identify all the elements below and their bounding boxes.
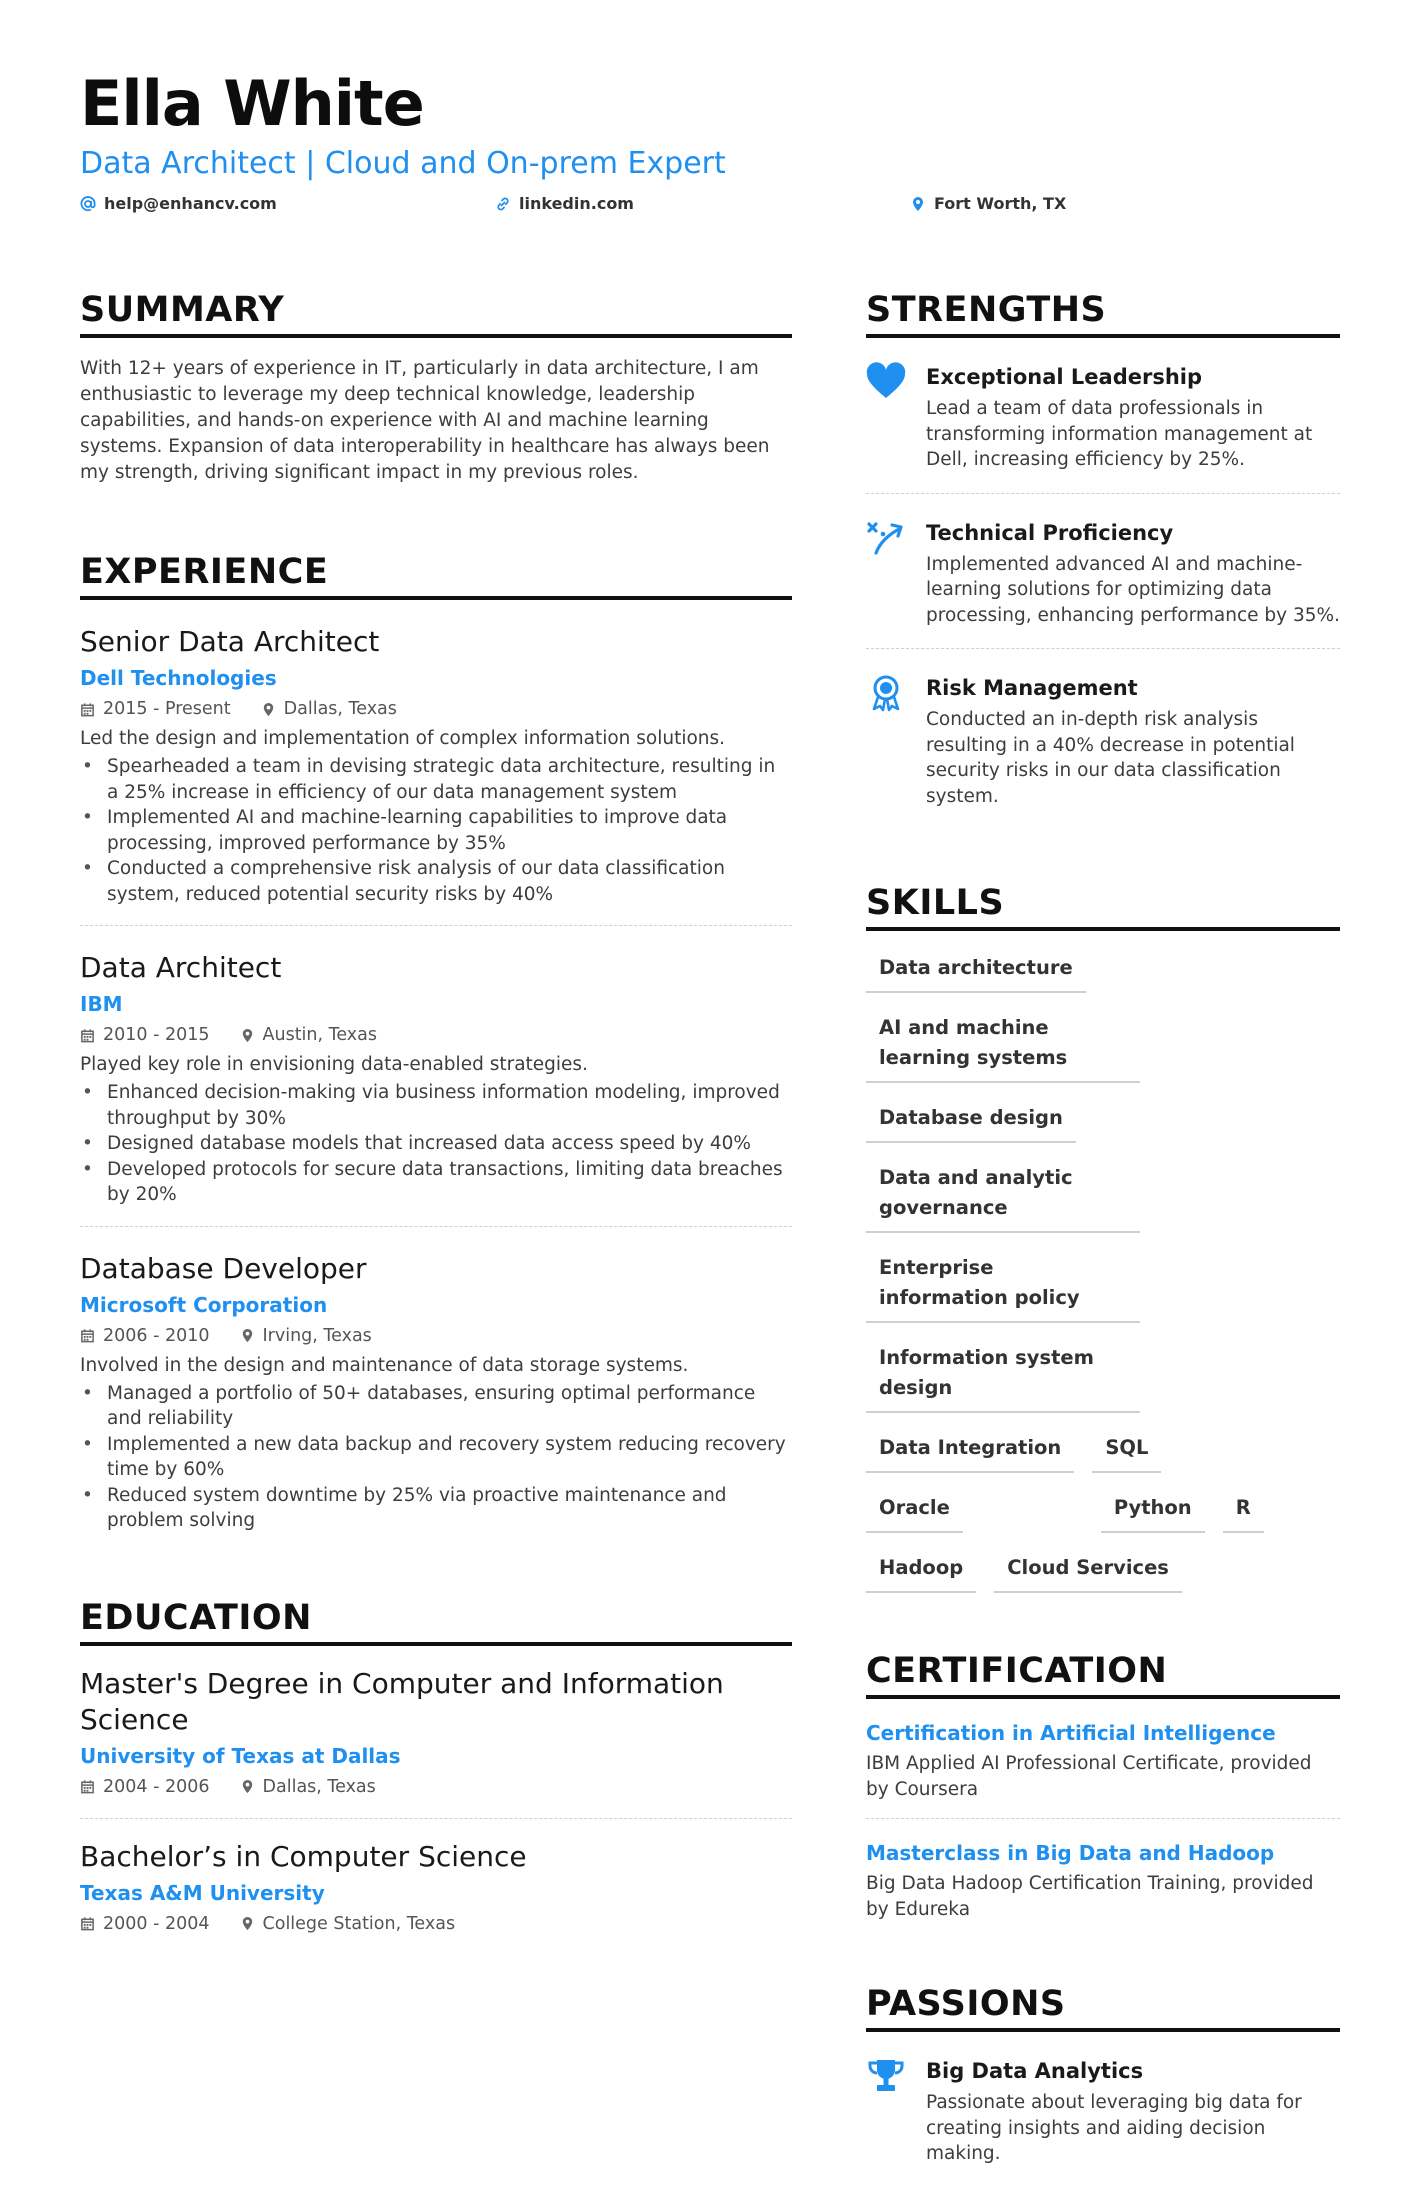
skill-tag: Cloud Services [994, 1549, 1182, 1593]
bullet-item: • Developed protocols for secure data transactions, limiting data breaches by 20% [80, 1157, 792, 1208]
education-heading: EDUCATION [80, 1596, 792, 1646]
left-column [80, 288, 792, 1955]
strengths-heading: STRENGTHS [866, 288, 1340, 338]
header [80, 66, 1340, 220]
job-entry [80, 926, 792, 1227]
degree-title: Master's Degree in Computer and Information Science [80, 1666, 724, 1736]
skill-tag: Hadoop [866, 1549, 976, 1593]
job-bullets [80, 754, 792, 907]
job-dates: 2015 - Present [103, 699, 231, 719]
summary-text: With 12+ years of experience in IT, particularly in data architecture, I am enthusiastic to leverage my deep technical knowledge, leadership capabilities, and hands-on experience with AI and machine learning systems. Expansion of data interoperability in healthcare has always been my strength, driving significant impact in my previous roles. [80, 358, 770, 483]
contact-linkedin[interactable] [495, 194, 634, 213]
skill-tag: Data and analytic governance [866, 1159, 1140, 1233]
skill-tag: AI and machine learning systems [866, 1009, 1140, 1083]
job-dates: 2006 - 2010 [103, 1325, 210, 1346]
skill-tag: Data Integration [866, 1429, 1074, 1473]
job-meta [80, 1022, 792, 1048]
strength-title: Risk Management [926, 676, 1138, 700]
job-location: Dallas, Texas [283, 699, 397, 719]
education-location: College Station, Texas [262, 1913, 456, 1934]
job-meta [80, 1323, 792, 1349]
location-pin-icon [240, 1328, 255, 1343]
right-column [866, 288, 1340, 2187]
bullet-item: • Enhanced decision-making via business information modeling, improved throughput by 30% [80, 1080, 792, 1131]
education-meta [80, 1911, 792, 1937]
experience-heading: EXPERIENCE [80, 550, 792, 600]
location-pin-icon [240, 1916, 255, 1931]
passions-heading: PASSIONS [866, 1982, 1340, 2032]
award-icon [866, 675, 906, 711]
location-pin-icon [261, 702, 276, 717]
calendar-icon [80, 702, 95, 717]
location-pin-icon [240, 1779, 255, 1794]
job-location: Austin, Texas [262, 1025, 378, 1045]
education-entry [80, 1646, 792, 1819]
job-title: Senior Data Architect [80, 625, 380, 658]
strength-description: Lead a team of data professionals in transforming information management at Dell, increasing efficiency by 25%. [926, 398, 1313, 470]
bullet-item: • Reduced system downtime by 25% via proactive maintenance and problem solving [80, 1483, 792, 1534]
location-pin-icon [240, 1028, 255, 1043]
experience-section [80, 550, 792, 1552]
calendar-icon [80, 1328, 95, 1343]
certification-heading: CERTIFICATION [866, 1649, 1340, 1699]
certification-item [866, 1699, 1340, 1819]
bullet-item: • Implemented AI and machine-learning capabilities to improve data processing, improved performance by 35% [80, 805, 792, 856]
certification-section [866, 1649, 1340, 1938]
summary-heading: SUMMARY [80, 288, 792, 338]
school-name: University of Texas at Dallas [80, 1743, 401, 1768]
skill-tag: Data architecture [866, 949, 1086, 993]
education-dates: 2000 - 2004 [103, 1913, 210, 1934]
skill-tag: Oracle [866, 1489, 963, 1533]
job-description: Played key role in envisioning data-enabled strategies. [80, 1054, 588, 1075]
job-company: IBM [80, 992, 123, 1016]
contact-location-text: Fort Worth, TX [934, 194, 1067, 213]
skills-heading: SKILLS [866, 881, 1340, 931]
certification-title: Certification in Artificial Intelligence [866, 1721, 1276, 1745]
strength-item [866, 338, 1340, 494]
education-entry [80, 1819, 792, 1955]
job-description: Involved in the design and maintenance of data storage systems. [80, 1354, 689, 1376]
strength-title: Technical Proficiency [926, 520, 1174, 545]
job-title: Database Developer [80, 1251, 367, 1285]
strengths-section [866, 288, 1340, 829]
job-entry [80, 1227, 792, 1552]
strategy-icon [866, 520, 906, 556]
education-section [80, 1596, 792, 1955]
link-icon [495, 196, 511, 212]
trophy-icon [866, 2058, 906, 2094]
contact-bar [80, 194, 1340, 220]
certification-title: Masterclass in Big Data and Hadoop [866, 1841, 1275, 1865]
education-meta [80, 1774, 792, 1800]
contact-location [910, 194, 1066, 213]
skill-tag: R [1223, 1489, 1264, 1533]
bullet-item: • Spearheaded a team in devising strategic data architecture, resulting in a 25% increase in efficiency of our data management system [80, 754, 792, 805]
bullet-item: • Conducted a comprehensive risk analysis of our data classification system, reduced potential security risks by 40% [80, 856, 792, 907]
strength-description: Conducted an in-depth risk analysis resulting in a 40% decrease in potential security risks in our data classification system. [926, 709, 1295, 807]
strength-item [866, 494, 1340, 650]
calendar-icon [80, 1028, 95, 1043]
school-name: Texas A&M University [80, 1880, 325, 1905]
job-dates: 2010 - 2015 [103, 1025, 210, 1045]
passion-title: Big Data Analytics [926, 2059, 1144, 2083]
passion-description: Passionate about leveraging big data for creating insights and aiding decision making. [926, 2092, 1302, 2164]
job-bullets [80, 1381, 792, 1534]
job-location: Irving, Texas [262, 1325, 372, 1346]
passion-item [866, 2032, 1340, 2187]
skills-list [866, 949, 1340, 1593]
strength-title: Exceptional Leadership [926, 365, 1203, 389]
bullet-item: • Implemented a new data backup and recovery system reducing recovery time by 60% [80, 1432, 792, 1483]
strength-description: Implemented advanced AI and machine-learning solutions for optimizing data processing, enhancing performance by 35%. [926, 553, 1340, 626]
contact-linkedin-text: linkedin.com [519, 194, 634, 213]
skill-tag: Database design [866, 1099, 1076, 1143]
skill-tag: Information system design [866, 1339, 1140, 1413]
education-dates: 2004 - 2006 [103, 1776, 210, 1797]
job-bullets [80, 1080, 792, 1208]
certification-item [866, 1819, 1340, 1938]
skill-tag: Enterprise information policy [866, 1249, 1140, 1323]
summary-section [80, 288, 792, 486]
skill-tag: Python [1101, 1489, 1205, 1533]
bullet-item: • Managed a portfolio of 50+ databases, ensuring optimal performance and reliability [80, 1381, 792, 1432]
skill-tag: SQL [1092, 1429, 1161, 1473]
candidate-name: Ella White [80, 67, 424, 140]
job-meta [80, 696, 792, 722]
degree-title: Bachelor’s in Computer Science [80, 1839, 527, 1873]
skills-section [866, 881, 1340, 1593]
job-description: Led the design and implementation of complex information solutions. [80, 728, 726, 749]
calendar-icon [80, 1779, 95, 1794]
heart-icon [866, 364, 906, 400]
job-title: Data Architect [80, 951, 282, 984]
bullet-item: • Designed database models that increased data access speed by 40% [80, 1131, 792, 1157]
candidate-title: Data Architect | Cloud and On-prem Expert [80, 146, 726, 181]
certification-description: IBM Applied AI Professional Certificate, provided by Coursera [866, 1753, 1312, 1800]
education-location: Dallas, Texas [262, 1776, 376, 1797]
strength-item [866, 649, 1340, 829]
passions-section [866, 1982, 1340, 2187]
certification-description: Big Data Hadoop Certification Training, provided by Edureka [866, 1873, 1314, 1920]
at-icon [80, 196, 96, 212]
contact-email[interactable] [80, 194, 277, 213]
location-pin-icon [910, 196, 926, 212]
job-entry [80, 600, 792, 926]
job-company: Microsoft Corporation [80, 1292, 328, 1317]
contact-email-text: help@enhancv.com [104, 194, 277, 213]
calendar-icon [80, 1916, 95, 1931]
job-company: Dell Technologies [80, 666, 277, 690]
